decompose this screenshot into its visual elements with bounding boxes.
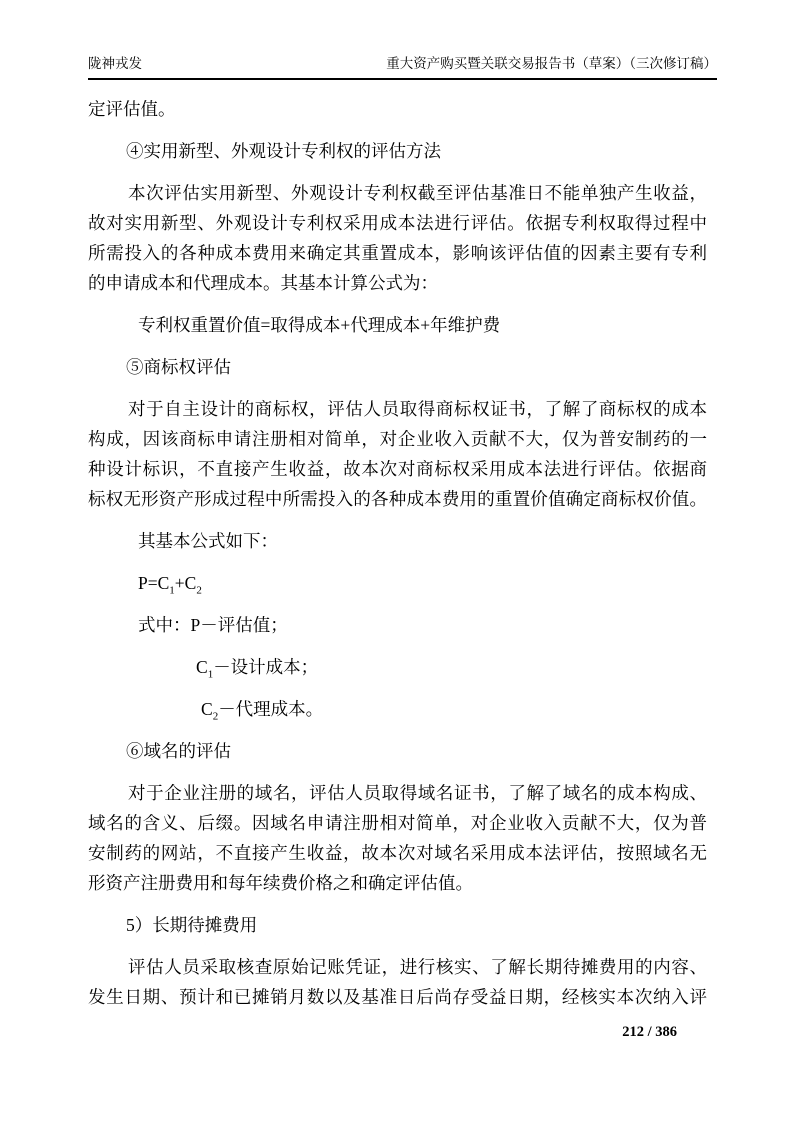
text-line: 标权无形资产形成过程中所需投入的各种成本费用的重置价值确定商标权价值。	[88, 489, 707, 509]
paragraph	[88, 952, 707, 1012]
formula-subscript: 2	[212, 710, 219, 723]
text-line	[88, 568, 707, 598]
paragraph	[88, 694, 707, 724]
page-number	[622, 1022, 677, 1042]
text-line: 域名的含义、后缀。因域名申请注册相对简单，对企业收入贡献不大，仅为普	[88, 813, 707, 833]
text-line: ④实用新型、外观设计专利权的评估方法	[126, 141, 441, 161]
paragraph	[88, 610, 707, 640]
formula-text: P=C	[138, 573, 170, 593]
text-line: 形资产注册费用和每年续费价格之和确定评估值。	[88, 873, 473, 893]
text-line: 的申请成本和代理成本。其基本计算公式为：	[88, 273, 438, 293]
text-line: 对于自主设计的商标权，评估人员取得商标权证书，了解了商标权的成本	[128, 399, 707, 419]
paragraph	[88, 352, 707, 382]
text-line: 式中：P－评估值；	[138, 615, 288, 635]
text-line: 发生日期、预计和已摊销月数以及基准日后尚存受益日期，经核实本次纳入评	[88, 987, 707, 1007]
formula-subscript: 1	[169, 584, 175, 597]
document-body	[88, 94, 707, 1012]
paragraph	[88, 652, 707, 682]
formula-text: －设计成本；	[213, 657, 319, 677]
text-line: 专利权重置价值=取得成本+代理成本+年维护费	[138, 315, 501, 335]
paragraph	[88, 778, 707, 898]
paragraph	[88, 736, 707, 766]
text-line: ⑤商标权评估	[126, 357, 231, 377]
text-line	[88, 652, 707, 682]
page-header	[88, 55, 717, 80]
paragraph	[88, 526, 707, 556]
text-line: 所需投入的各种成本费用来确定其重置成本，影响该评估值的因素主要有专利	[88, 243, 707, 263]
text-line: 5）长期待摊费用	[126, 915, 258, 935]
paragraph	[88, 94, 707, 124]
paragraph	[88, 910, 707, 940]
formula-text: C	[201, 699, 213, 719]
paragraph	[88, 136, 707, 166]
text-line: 评估人员采取核查原始记账凭证，进行核实、了解长期待摊费用的内容、	[128, 957, 707, 977]
text-line: 本次评估实用新型、外观设计专利权截至评估基准日不能单独产生收益，	[128, 183, 707, 203]
paragraph	[88, 178, 707, 298]
text-line: 定评估值。	[88, 99, 176, 119]
text-line: 其基本公式如下：	[138, 531, 278, 551]
header-report-title: 重大资产购买暨关联交易报告书（草案）（三次修订稿）	[386, 56, 717, 71]
header-company-name: 陇神戎发	[88, 56, 142, 71]
formula-text: －代理成本。	[218, 699, 324, 719]
formula-text: C	[196, 657, 208, 677]
formula-subscript: 1	[207, 668, 214, 681]
formula-subscript: 2	[196, 584, 202, 597]
text-line	[88, 694, 707, 724]
text-line: ⑥域名的评估	[126, 741, 231, 761]
text-line: 安制药的网站，不直接产生收益，故本次对域名采用成本法评估，按照域名无	[88, 843, 707, 863]
paragraph	[88, 568, 707, 598]
text-line: 故对实用新型、外观设计专利权采用成本法进行评估。依据专利权取得过程中	[88, 213, 707, 233]
text-line: 构成，因该商标申请注册相对简单，对企业收入贡献不大，仅为普安制药的一	[88, 429, 707, 449]
paragraph	[88, 310, 707, 340]
formula-text: +C	[174, 573, 197, 593]
text-line: 种设计标识，不直接产生收益，故本次对商标权采用成本法进行评估。依据商	[88, 459, 707, 479]
text-line: 对于企业注册的域名，评估人员取得域名证书，了解了域名的成本构成、	[128, 783, 707, 803]
page-number-text: 212 / 386	[622, 1024, 677, 1040]
paragraph	[88, 394, 707, 514]
